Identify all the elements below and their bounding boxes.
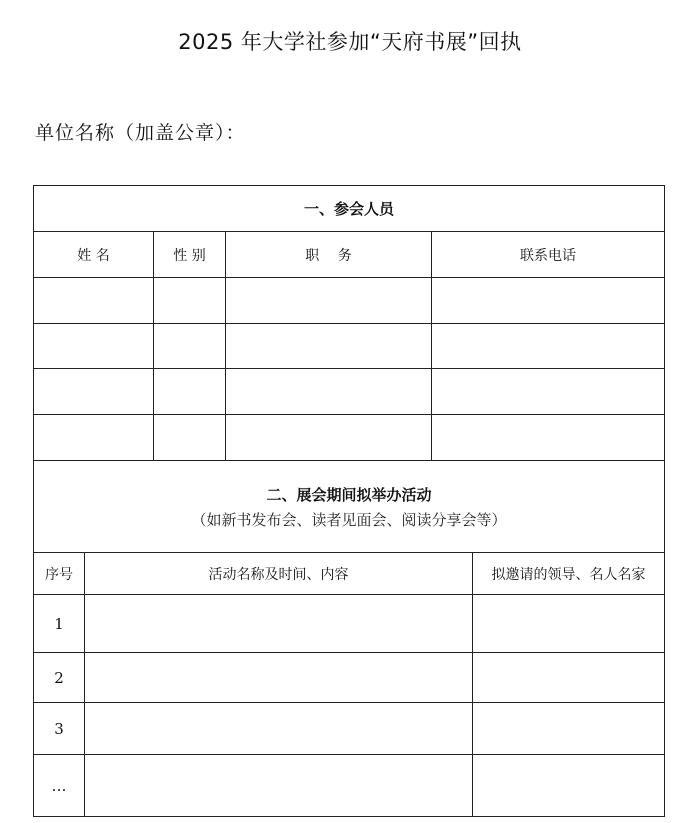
section2-heading-cell [34,461,665,553]
col-seq-header: 序号 [34,553,85,595]
section2-header-row [34,461,665,553]
activity-seq-cell: 2 [34,653,85,703]
activity-detail-cell[interactable] [85,595,473,653]
activity-guests-cell[interactable] [473,755,665,817]
activity-guests-cell[interactable] [473,703,665,755]
attendee-name-cell[interactable] [34,324,154,369]
attendee-name-cell[interactable] [34,278,154,324]
attendee-phone-cell[interactable] [432,415,665,461]
attendee-gender-cell[interactable] [154,415,226,461]
attendee-name-cell[interactable] [34,415,154,461]
col-phone-header: 联系电话 [432,232,665,278]
section2-note: （如新书发布会、读者见面会、阅读分享会等） [191,510,507,529]
attendee-phone-cell[interactable] [432,369,665,415]
table-row [34,595,665,653]
table-row [34,278,665,324]
activity-seq-cell: … [34,755,85,817]
table-row [34,324,665,369]
activity-detail-cell[interactable] [85,755,473,817]
attendee-position-cell[interactable] [226,324,432,369]
col-gender-header: 性 别 [154,232,226,278]
activity-seq-cell: 1 [34,595,85,653]
attendee-position-cell[interactable] [226,278,432,324]
section2-heading: 二、展会期间拟举办活动 [266,485,432,504]
table-row [34,703,665,755]
attendee-phone-cell[interactable] [432,324,665,369]
attendee-column-header-row [34,232,665,278]
attendee-gender-cell[interactable] [154,278,226,324]
activity-table [33,552,665,817]
activity-detail-cell[interactable] [85,653,473,703]
section1-heading: 一、参会人员 [34,186,665,232]
section1-header-row [34,186,665,232]
attendee-position-cell[interactable] [226,415,432,461]
attendee-gender-cell[interactable] [154,369,226,415]
table-row [34,653,665,703]
activity-guests-cell[interactable] [473,595,665,653]
col-name-header: 姓 名 [34,232,154,278]
attendee-name-cell[interactable] [34,369,154,415]
unit-name-label: 单位名称（加盖公章）： [35,122,246,144]
activity-guests-cell[interactable] [473,653,665,703]
table-row [34,369,665,415]
table-row [34,755,665,817]
activity-detail-cell[interactable] [85,703,473,755]
col-activity-header: 活动名称及时间、内容 [85,553,473,595]
attendee-table [33,185,665,553]
attendee-gender-cell[interactable] [154,324,226,369]
table-row [34,415,665,461]
col-position-header: 职 务 [226,232,432,278]
activity-column-header-row [34,553,665,595]
activity-seq-cell: 3 [34,703,85,755]
attendee-position-cell[interactable] [226,369,432,415]
col-guests-header: 拟邀请的领导、名人名家 [473,553,665,595]
attendee-phone-cell[interactable] [432,278,665,324]
document-title: 2025 年大学社参加“天府书展”回执 [178,30,522,54]
